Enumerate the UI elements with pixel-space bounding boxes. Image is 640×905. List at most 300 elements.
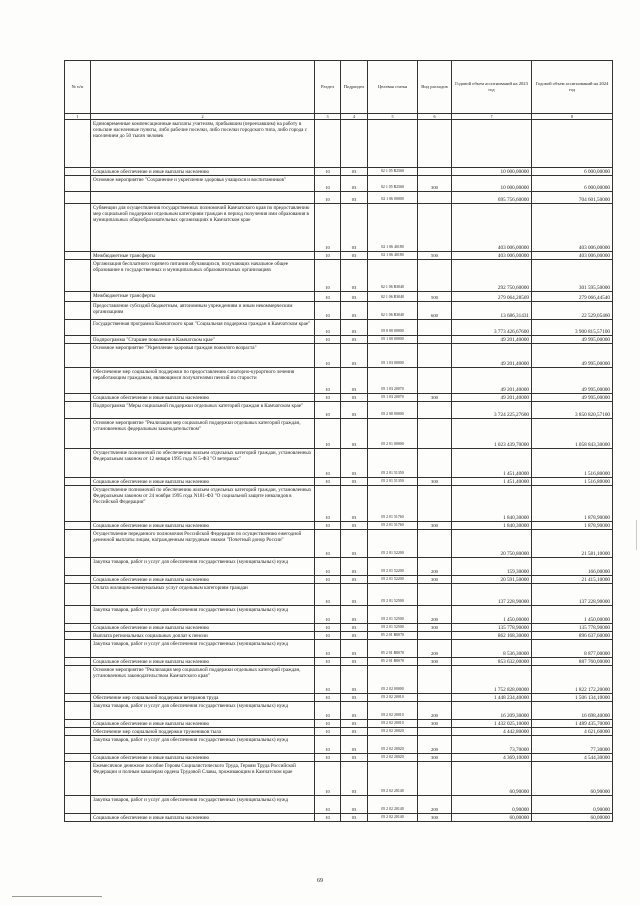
- row-volume-2023: 279 064,28569: [452, 292, 532, 302]
- row-num: [65, 754, 91, 762]
- row-razdel: 10: [315, 292, 341, 302]
- row-volume-2023: 60,00000: [452, 814, 532, 822]
- row-volume-2024: 1 450,00000: [532, 606, 613, 624]
- row-volume-2023: 20 750,80000: [452, 530, 532, 558]
- row-razdel: 10: [315, 702, 341, 720]
- row-podrazdel: 03: [341, 449, 368, 478]
- row-volume-2023: 3 773 426,67600: [452, 320, 532, 336]
- header-razdel: Раздел: [315, 61, 341, 114]
- row-razdel: 10: [315, 728, 341, 736]
- row-volume-2023: 60,90000: [452, 762, 532, 796]
- row-razdel: 10: [315, 632, 341, 640]
- row-target-article: [368, 120, 418, 168]
- row-num: [65, 702, 91, 720]
- row-num: [65, 419, 91, 449]
- row-name: Организация бесплатного горячего питания обучающихся, получающих начальное общее образование в государственных и муниципальных образовательных организациях: [91, 260, 315, 292]
- row-target-article: 05 2 02 20020: [368, 728, 418, 736]
- row-name: Осуществление полномочий по обеспечению жильем отдельных категорий граждан, установленных Федеральным законом от 24 ноября 1995 года N181-ФЗ "О социальной защите инвалидов в Российской Федерации": [91, 486, 315, 522]
- row-expense-type: 300: [418, 814, 452, 822]
- table-row: [65, 558, 613, 576]
- row-name: Социальное обеспечение и иные выплаты населению: [91, 522, 315, 530]
- row-razdel: 10: [315, 796, 341, 814]
- row-name: Выплата региональных социальных доплат к пенсии: [91, 632, 315, 640]
- row-volume-2023: 159,30000: [452, 558, 532, 576]
- header-name: [91, 61, 315, 114]
- row-razdel: 10: [315, 736, 341, 754]
- row-volume-2023: 1 451,40000: [452, 449, 532, 478]
- row-razdel: 10: [315, 478, 341, 486]
- row-razdel: 10: [315, 640, 341, 658]
- row-volume-2023: 49 201,40000: [452, 344, 532, 368]
- row-volume-2023: 20 591,50000: [452, 576, 532, 584]
- table-row: [65, 576, 613, 584]
- row-podrazdel: 03: [341, 486, 368, 522]
- table-row: [65, 260, 613, 292]
- row-num: [65, 394, 91, 402]
- column-index: 6: [418, 114, 452, 120]
- row-target-article: 02 1 06 00000: [368, 192, 418, 204]
- row-name: Осуществление переданного полномочия Российской Федерации по осуществлению ежегодной денежной выплаты лицам, награжденным нагрудным знаком "Почетный донор России": [91, 530, 315, 558]
- row-podrazdel: 03: [341, 576, 368, 584]
- row-volume-2024: 21 581,10000: [532, 530, 613, 558]
- row-volume-2023: 853 632,00000: [452, 658, 532, 666]
- header-volume-2024: Годовой объем ассигнований на 2024 год: [532, 61, 613, 114]
- table-row: [65, 530, 613, 558]
- row-volume-2023: 403 006,00000: [452, 252, 532, 260]
- column-index: 2: [91, 114, 315, 120]
- row-expense-type: 300: [418, 658, 452, 666]
- row-volume-2024: 301 595,50000: [532, 260, 613, 292]
- row-razdel: 10: [315, 394, 341, 402]
- row-name: Социальное обеспечение и иные выплаты населению: [91, 720, 315, 728]
- table-row: [65, 204, 613, 252]
- table-row: [65, 624, 613, 632]
- row-num: [65, 640, 91, 658]
- row-expense-type: [418, 666, 452, 694]
- row-volume-2024: 1 878,90000: [532, 522, 613, 530]
- row-target-article: 05 2 01 52500: [368, 606, 418, 624]
- header-expense-type: Вид расходов: [418, 61, 452, 114]
- row-volume-2023: 1 448 234,40000: [452, 694, 532, 702]
- row-expense-type: [418, 632, 452, 640]
- row-volume-2023: 1 432 025,10000: [452, 720, 532, 728]
- row-name: Предоставление субсидий бюджетным, автономным учреждениям и иным некоммерческим организациям: [91, 302, 315, 320]
- row-podrazdel: 03: [341, 260, 368, 292]
- column-index: 3: [315, 114, 341, 120]
- row-razdel: 10: [315, 666, 341, 694]
- row-volume-2024: 1 516,80000: [532, 449, 613, 478]
- row-podrazdel: 03: [341, 394, 368, 402]
- row-name: Социальное обеспечение и иные выплаты населению: [91, 478, 315, 486]
- row-expense-type: 200: [418, 796, 452, 814]
- row-target-article: 05 2 02 20140: [368, 762, 418, 796]
- row-podrazdel: 03: [341, 402, 368, 419]
- row-razdel: [315, 120, 341, 168]
- row-podrazdel: 03: [341, 736, 368, 754]
- row-podrazdel: 03: [341, 624, 368, 632]
- row-volume-2023: 1 023 439,70000: [452, 419, 532, 449]
- row-target-article: 05 2 02 20020: [368, 736, 418, 754]
- row-volume-2024: 4 621,60000: [532, 728, 613, 736]
- row-razdel: 10: [315, 606, 341, 624]
- row-expense-type: 600: [418, 302, 452, 320]
- row-name: Ежемесячное денежное пособие Героям Социалистического Труда, Героям Труда Российской Федерации и полным кавалерам ордена Трудовой Славы, проживающим в Камчатском крае: [91, 762, 315, 796]
- row-podrazdel: 03: [341, 558, 368, 576]
- row-expense-type: 300: [418, 176, 452, 192]
- header-volume-2023: Годовой объем ассигнований на 2023 год: [452, 61, 532, 114]
- row-name: Закупка товаров, работ и услуг для обеспечения государственных (муниципальных) нужд: [91, 702, 315, 720]
- table-row: [65, 419, 613, 449]
- row-podrazdel: 03: [341, 192, 368, 204]
- row-expense-type: [418, 120, 452, 168]
- row-podrazdel: 03: [341, 478, 368, 486]
- row-podrazdel: 03: [341, 702, 368, 720]
- row-volume-2023: 862 168,30000: [452, 632, 532, 640]
- table-row: [65, 168, 613, 176]
- row-podrazdel: 03: [341, 762, 368, 796]
- row-target-article: 05 1 03 20070: [368, 368, 418, 394]
- row-razdel: 10: [315, 402, 341, 419]
- row-num: [65, 814, 91, 822]
- row-num: [65, 694, 91, 702]
- row-target-article: 05 2 01 52200: [368, 558, 418, 576]
- row-podrazdel: 03: [341, 666, 368, 694]
- row-podrazdel: 03: [341, 204, 368, 252]
- row-num: [65, 402, 91, 419]
- row-num: [65, 624, 91, 632]
- row-volume-2024: 6 000,00000: [532, 168, 613, 176]
- row-volume-2023: 73,70000: [452, 736, 532, 754]
- row-razdel: 10: [315, 260, 341, 292]
- table-row: [65, 606, 613, 624]
- table-body: [65, 120, 613, 822]
- row-expense-type: 200: [418, 558, 452, 576]
- row-volume-2024: 3 850 820,57100: [532, 402, 613, 419]
- table-row: [65, 478, 613, 486]
- row-volume-2023: 695 756,60000: [452, 192, 532, 204]
- row-podrazdel: 03: [341, 302, 368, 320]
- table-row: [65, 402, 613, 419]
- row-volume-2024: 49 995,00000: [532, 344, 613, 368]
- row-name: Закупка товаров, работ и услуг для обеспечения государственных (муниципальных) нужд: [91, 558, 315, 576]
- row-razdel: 10: [315, 192, 341, 204]
- row-podrazdel: 03: [341, 814, 368, 822]
- row-name: Основное мероприятие "Реализация мер социальной поддержки отдельных категорий граждан, установленных законодательством Камчатского края": [91, 666, 315, 694]
- row-razdel: 10: [315, 168, 341, 176]
- row-num: [65, 558, 91, 576]
- row-podrazdel: 03: [341, 632, 368, 640]
- row-name: Обеспечение мер социальной поддержки тружеников тыла: [91, 728, 315, 736]
- row-podrazdel: 03: [341, 320, 368, 336]
- row-razdel: 10: [315, 336, 341, 344]
- row-name: Государственная программа Камчатского края "Социальная поддержка граждан в Камчатском крае": [91, 320, 315, 336]
- row-target-article: 05 2 02 20010: [368, 720, 418, 728]
- row-target-article: 05 2 00 00000: [368, 402, 418, 419]
- row-razdel: 10: [315, 762, 341, 796]
- row-podrazdel: 03: [341, 658, 368, 666]
- row-name: Осуществление полномочий по обеспечению жильем отдельных категорий граждан, установленных Федеральным законом от 12 января 1995 года N 5-ФЗ "О ветеранах": [91, 449, 315, 478]
- row-podrazdel: 03: [341, 419, 368, 449]
- row-name: Субвенции для осуществления государственных полномочий Камчатского края по предоставлению мер социальной поддержки отдельным категориям граждан в период получения ими образования в муниципальных общеобразовательных организациях в Камчатском крае: [91, 204, 315, 252]
- table-row: [65, 702, 613, 720]
- row-name: Подпрограмма "Меры социальной поддержки отдельных категорий граждан в Камчатском крае": [91, 402, 315, 419]
- row-num: [65, 632, 91, 640]
- row-target-article: 05 2 01 51760: [368, 486, 418, 522]
- column-index: 4: [341, 114, 368, 120]
- row-razdel: 10: [315, 204, 341, 252]
- row-volume-2023: 10 000,00000: [452, 176, 532, 192]
- table-row: [65, 344, 613, 368]
- row-volume-2024: 896 637,60000: [532, 632, 613, 640]
- row-name: Основное мероприятие "Реализация мер социальной поддержки отдельных категорий граждан, установленных федеральным законодательством": [91, 419, 315, 449]
- row-num: [65, 736, 91, 754]
- row-target-article: 05 0 00 00000: [368, 320, 418, 336]
- row-num: [65, 486, 91, 522]
- row-target-article: 05 2 01 51760: [368, 522, 418, 530]
- row-razdel: 10: [315, 176, 341, 192]
- row-name: Социальное обеспечение и иные выплаты населению: [91, 394, 315, 402]
- row-target-article: 05 2 02 20140: [368, 814, 418, 822]
- row-volume-2024: [532, 120, 613, 168]
- row-razdel: 10: [315, 449, 341, 478]
- row-razdel: 10: [315, 658, 341, 666]
- row-razdel: 10: [315, 624, 341, 632]
- row-podrazdel: 03: [341, 728, 368, 736]
- row-volume-2024: 1 878,90000: [532, 486, 613, 522]
- row-target-article: 05 2 01 52500: [368, 584, 418, 606]
- row-num: [65, 204, 91, 252]
- table-row: [65, 666, 613, 694]
- row-name: Закупка товаров, работ и услуг для обеспечения государственных (муниципальных) нужд: [91, 796, 315, 814]
- row-expense-type: [418, 192, 452, 204]
- row-num: [65, 606, 91, 624]
- row-razdel: 10: [315, 694, 341, 702]
- table-row: [65, 728, 613, 736]
- row-num: [65, 302, 91, 320]
- row-expense-type: 300: [418, 624, 452, 632]
- table-header-row: [65, 61, 613, 114]
- row-volume-2023: 403 006,00000: [452, 204, 532, 252]
- row-target-article: 05 2 01 R0070: [368, 640, 418, 658]
- row-expense-type: 200: [418, 702, 452, 720]
- row-expense-type: [418, 486, 452, 522]
- row-volume-2023: 135 778,90000: [452, 624, 532, 632]
- row-expense-type: [418, 402, 452, 419]
- row-volume-2024: 887 760,00000: [532, 658, 613, 666]
- row-expense-type: [418, 530, 452, 558]
- row-podrazdel: 03: [341, 252, 368, 260]
- column-index: 5: [368, 114, 418, 120]
- table-row: [65, 762, 613, 796]
- row-target-article: 05 1 00 00000: [368, 336, 418, 344]
- row-target-article: 05 2 01 51350: [368, 449, 418, 478]
- row-expense-type: 300: [418, 720, 452, 728]
- row-num: [65, 576, 91, 584]
- row-volume-2024: 6 000,00000: [532, 176, 613, 192]
- row-expense-type: 200: [418, 736, 452, 754]
- row-volume-2024: 8 877,00000: [532, 640, 613, 658]
- row-expense-type: 500: [418, 252, 452, 260]
- row-volume-2023: 3 724 225,27600: [452, 402, 532, 419]
- row-target-article: 02 1 06 R3040: [368, 260, 418, 292]
- row-num: [65, 292, 91, 302]
- row-expense-type: [418, 336, 452, 344]
- header-target-article: Целевая статья: [368, 61, 418, 114]
- table-row: [65, 814, 613, 822]
- row-volume-2024: 1 489 435,70000: [532, 720, 613, 728]
- row-volume-2023: 0,90000: [452, 796, 532, 814]
- row-volume-2023: 1 450,00000: [452, 606, 532, 624]
- row-volume-2024: 1 516,80000: [532, 478, 613, 486]
- row-target-article: 05 2 02 20020: [368, 754, 418, 762]
- row-volume-2024: 0,90000: [532, 796, 613, 814]
- row-expense-type: 200: [418, 640, 452, 658]
- row-razdel: 10: [315, 576, 341, 584]
- table-row: [65, 694, 613, 702]
- row-expense-type: 300: [418, 394, 452, 402]
- row-target-article: 02 1 06 40180: [368, 204, 418, 252]
- row-name: Единовременные компенсационные выплаты учителям, прибывшим (переехавшим) на работу в сельские населенные пункты, либо рабочие поселки, либо поселки городского типа, либо города с населением до 50 тысяч человек: [91, 120, 315, 168]
- row-name: Основное мероприятие "Укрепление здоровья граждан пожилого возраста": [91, 344, 315, 368]
- row-target-article: 05 2 01 00000: [368, 419, 418, 449]
- row-target-article: 05 2 01 52500: [368, 624, 418, 632]
- row-target-article: 05 2 02 20010: [368, 702, 418, 720]
- row-num: [65, 720, 91, 728]
- row-expense-type: [418, 584, 452, 606]
- row-target-article: 05 1 03 20070: [368, 394, 418, 402]
- row-volume-2024: 1 058 843,30000: [532, 419, 613, 449]
- row-volume-2024: 3 900 815,57100: [532, 320, 613, 336]
- row-target-article: 05 2 01 51350: [368, 478, 418, 486]
- row-podrazdel: 03: [341, 530, 368, 558]
- row-volume-2024: 49 995,00000: [532, 394, 613, 402]
- table-row: [65, 796, 613, 814]
- row-expense-type: 500: [418, 292, 452, 302]
- row-volume-2023: 8 536,30000: [452, 640, 532, 658]
- row-expense-type: [418, 449, 452, 478]
- row-expense-type: 300: [418, 478, 452, 486]
- row-volume-2023: 4 369,10000: [452, 754, 532, 762]
- row-num: [65, 530, 91, 558]
- table-row: [65, 736, 613, 754]
- table-row: [65, 522, 613, 530]
- table-row: [65, 320, 613, 336]
- row-expense-type: 300: [418, 522, 452, 530]
- row-name: Межбюджетные трансферты: [91, 292, 315, 302]
- row-volume-2024: 403 006,00000: [532, 204, 613, 252]
- row-expense-type: [418, 204, 452, 252]
- table-row: [65, 720, 613, 728]
- row-razdel: 10: [315, 419, 341, 449]
- row-name: Закупка товаров, работ и услуг для обеспечения государственных (муниципальных) нужд: [91, 736, 315, 754]
- row-volume-2023: 1 840,30000: [452, 486, 532, 522]
- row-volume-2023: 49 201,40000: [452, 394, 532, 402]
- row-razdel: 10: [315, 530, 341, 558]
- row-name: [91, 192, 315, 204]
- row-name: Подпрограмма "Старшее поколение в Камчатском крае": [91, 336, 315, 344]
- row-razdel: 10: [315, 302, 341, 320]
- row-target-article: 05 2 02 00000: [368, 666, 418, 694]
- table-row: [65, 336, 613, 344]
- row-volume-2024: 77,30000: [532, 736, 613, 754]
- row-volume-2024: 704 601,50000: [532, 192, 613, 204]
- row-volume-2023: [452, 120, 532, 168]
- table-row: [65, 584, 613, 606]
- row-razdel: 10: [315, 252, 341, 260]
- row-name: Закупка товаров, работ и услуг для обеспечения государственных (муниципальных) нужд: [91, 606, 315, 624]
- row-num: [65, 120, 91, 168]
- row-volume-2024: 1 822 172,20000: [532, 666, 613, 694]
- row-target-article: 05 2 02 20010: [368, 694, 418, 702]
- table-row: [65, 292, 613, 302]
- row-target-article: 05 2 02 20140: [368, 796, 418, 814]
- row-name: Закупка товаров, работ и услуг для обеспечения государственных (муниципальных) нужд: [91, 640, 315, 658]
- row-target-article: 02 1 05 R2560: [368, 168, 418, 176]
- column-index: 8: [532, 114, 613, 120]
- row-expense-type: 300: [418, 754, 452, 762]
- row-name: Социальное обеспечение и иные выплаты населению: [91, 576, 315, 584]
- table-row: [65, 192, 613, 204]
- row-volume-2024: 21 415,10000: [532, 576, 613, 584]
- row-expense-type: [418, 168, 452, 176]
- column-index: 7: [452, 114, 532, 120]
- row-target-article: 05 2 01 R0070: [368, 632, 418, 640]
- row-num: [65, 336, 91, 344]
- row-volume-2023: 16 209,30000: [452, 702, 532, 720]
- row-podrazdel: 03: [341, 168, 368, 176]
- row-num: [65, 344, 91, 368]
- row-expense-type: 200: [418, 606, 452, 624]
- table-row: [65, 640, 613, 658]
- row-podrazdel: 03: [341, 694, 368, 702]
- row-razdel: 10: [315, 344, 341, 368]
- row-num: [65, 260, 91, 292]
- row-volume-2024: 60,00000: [532, 814, 613, 822]
- row-name: Межбюджетные трансферты: [91, 252, 315, 260]
- table-row: [65, 632, 613, 640]
- row-volume-2023: 1 752 828,00000: [452, 666, 532, 694]
- row-razdel: 10: [315, 486, 341, 522]
- row-volume-2024: 166,00000: [532, 558, 613, 576]
- row-volume-2024: 49 995,00000: [532, 336, 613, 344]
- row-volume-2024: 16 698,40000: [532, 702, 613, 720]
- row-name: Обеспечение мер социальной поддержки ветеранов труда: [91, 694, 315, 702]
- row-num: [65, 728, 91, 736]
- row-razdel: 10: [315, 522, 341, 530]
- row-razdel: 10: [315, 814, 341, 822]
- row-podrazdel: 03: [341, 720, 368, 728]
- row-name: Обеспечение мер социальной поддержки по предоставлению санаторно-курортного лечения неработающим гражданам, являющимся получателями пенсий по старости: [91, 368, 315, 394]
- row-podrazdel: 03: [341, 754, 368, 762]
- row-volume-2023: 13 686,31431: [452, 302, 532, 320]
- row-volume-2024: 22 529,05460: [532, 302, 613, 320]
- row-volume-2023: 49 201,40000: [452, 368, 532, 394]
- row-name: Социальное обеспечение и иные выплаты населению: [91, 658, 315, 666]
- row-podrazdel: 03: [341, 606, 368, 624]
- row-name: Социальное обеспечение и иные выплаты населению: [91, 754, 315, 762]
- table-row: [65, 252, 613, 260]
- table-row: [65, 754, 613, 762]
- row-podrazdel: 03: [341, 522, 368, 530]
- row-podrazdel: 03: [341, 176, 368, 192]
- row-podrazdel: 03: [341, 292, 368, 302]
- row-num: [65, 368, 91, 394]
- row-volume-2024: 403 006,00000: [532, 252, 613, 260]
- table-row: [65, 176, 613, 192]
- page-number: 69: [317, 878, 323, 884]
- row-razdel: 10: [315, 584, 341, 606]
- row-target-article: 02 1 06 40180: [368, 252, 418, 260]
